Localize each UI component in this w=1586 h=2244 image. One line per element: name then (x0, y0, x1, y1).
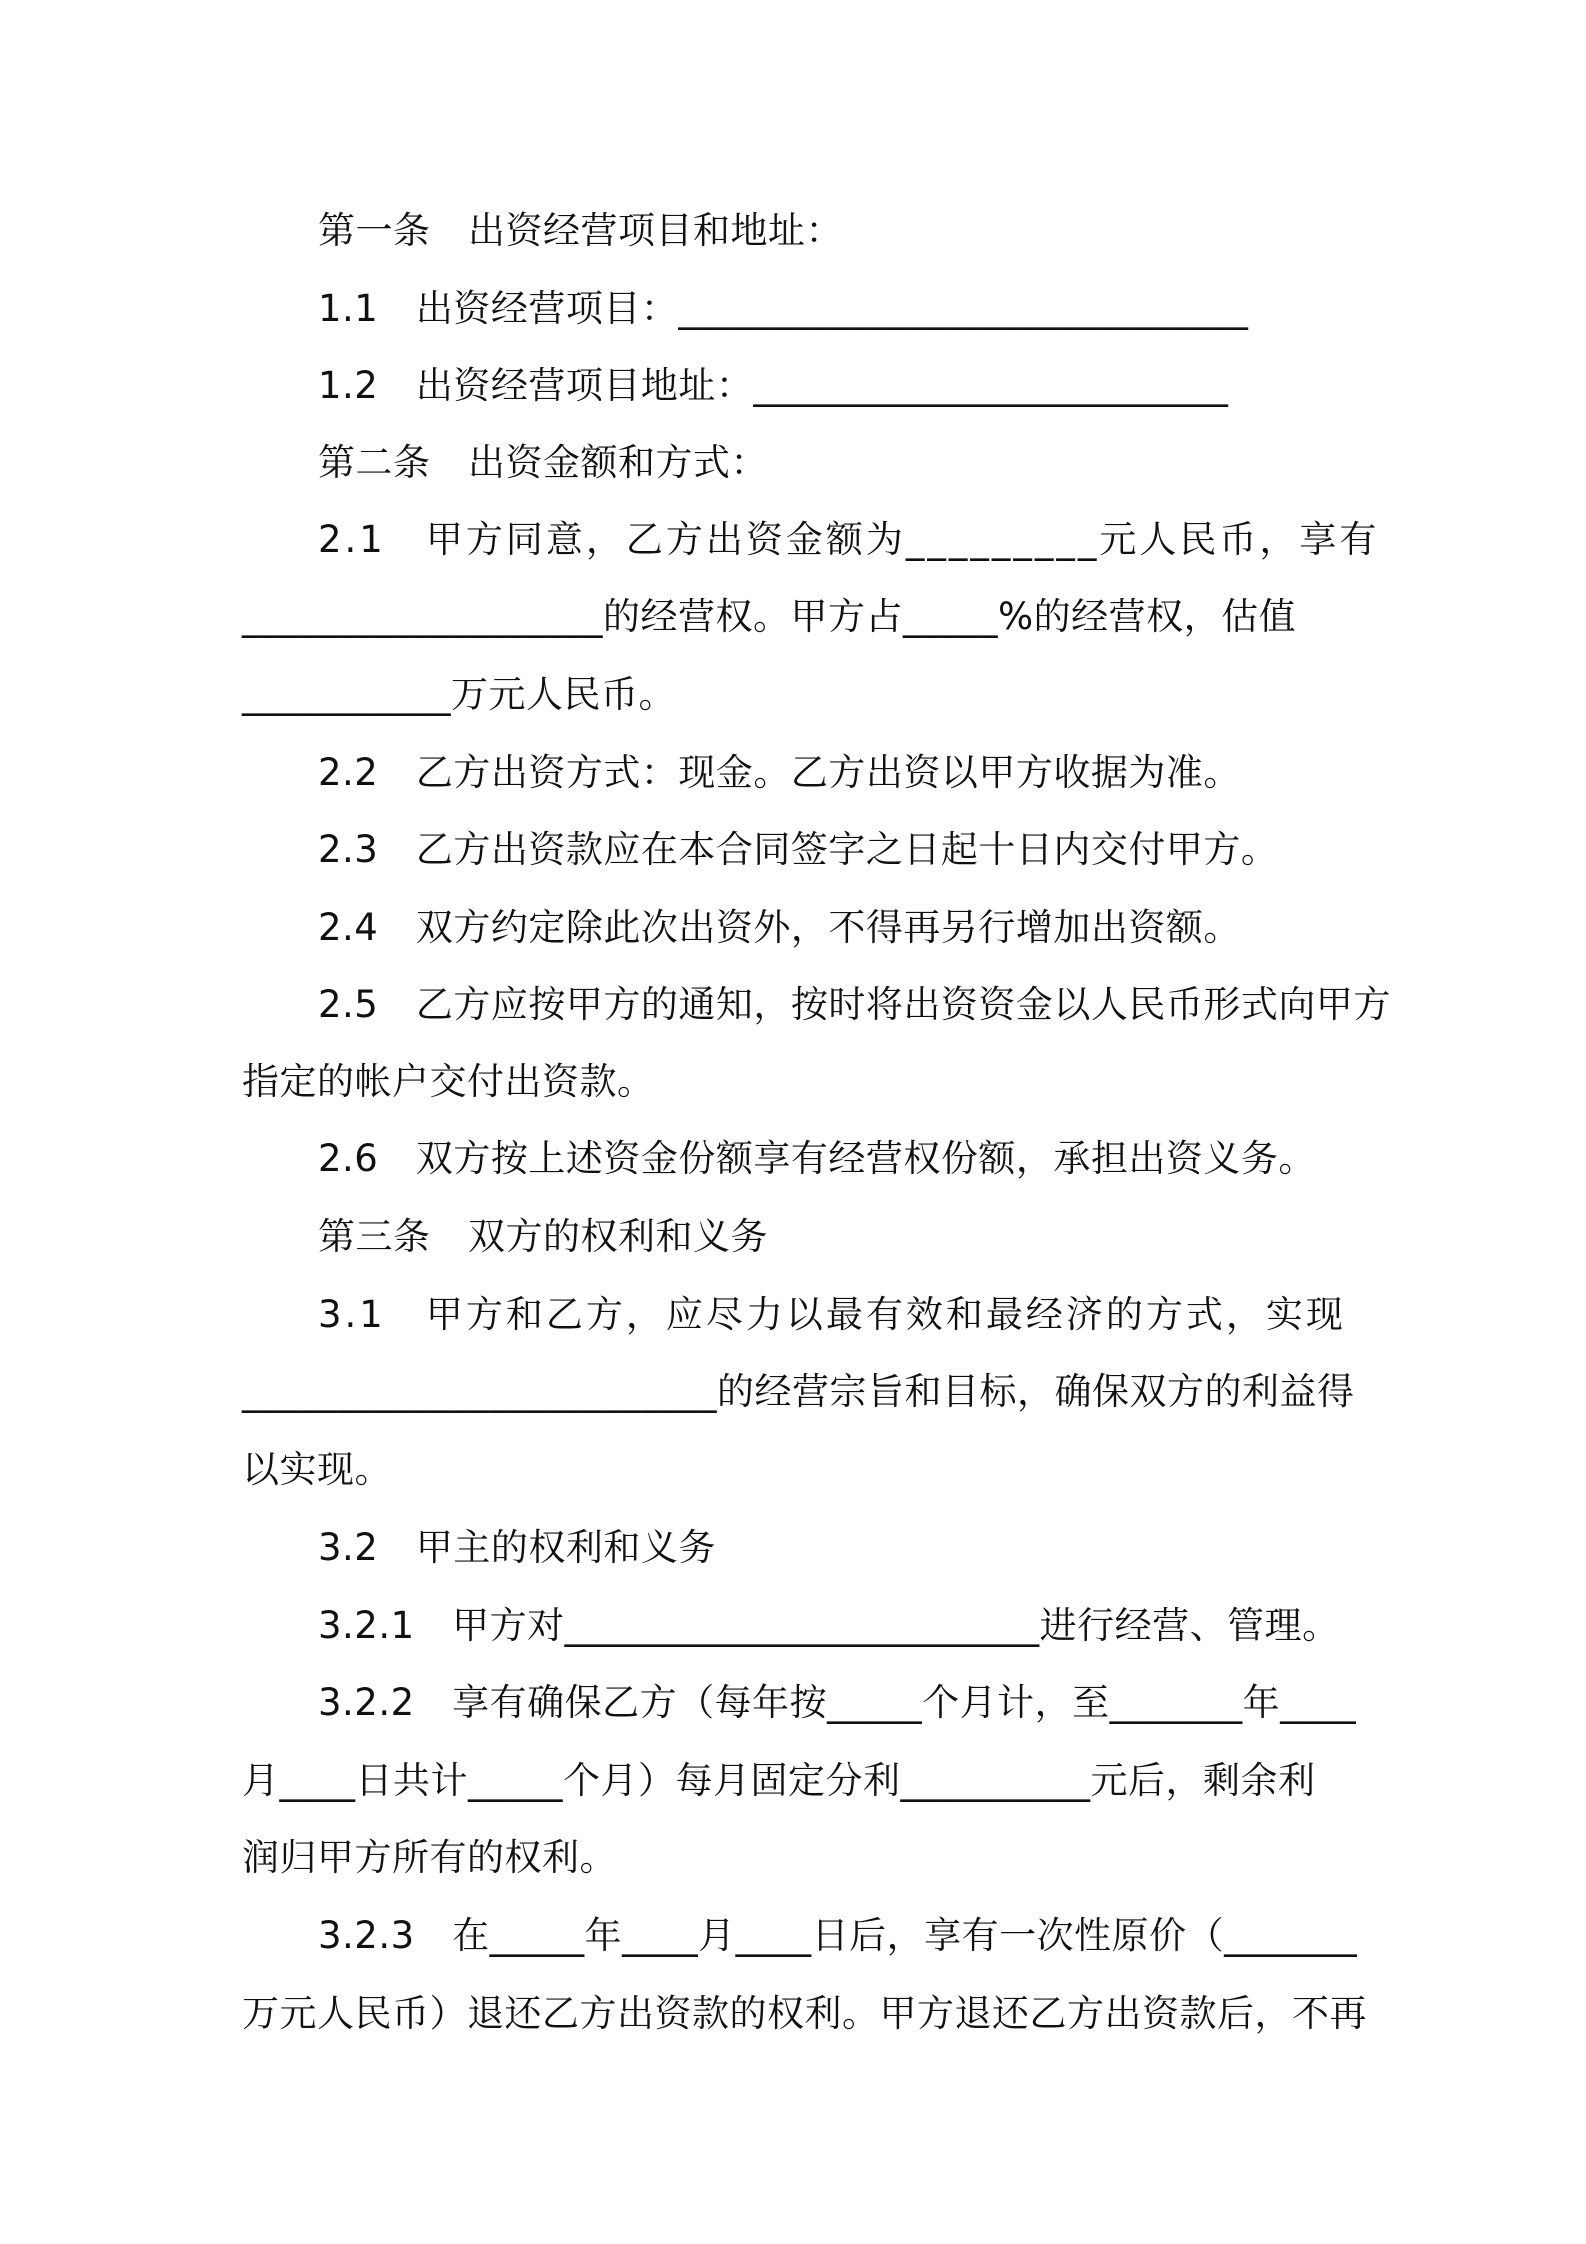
clause-3-2-1: 3.2.1 甲方对_________________________进行经营、管理。 (318, 1604, 1340, 1647)
clause-2-5-line-2: 指定的帐户交付出资款。 (242, 1060, 655, 1103)
clause-3-1-line-1: 3.1 甲方和乙方，应尽力以最有效和最经济的方式，实现 (318, 1293, 1346, 1336)
clause-2-1-line-2: ___________________的经营权。甲方占_____%的经营权，估值 (242, 595, 1297, 638)
article-1-heading: 第一条 出资经营项目和地址： (318, 209, 843, 252)
clause-1-2: 1.2 出资经营项目地址：_________________________ (318, 364, 1229, 407)
clause-3-2-2-line-3: 润归甲方所有的权利。 (242, 1836, 617, 1879)
clause-2-3: 2.3 乙方出资款应在本合同签字之日起十日内交付甲方。 (318, 828, 1279, 871)
clause-2-6: 2.6 双方按上述资金份额享有经营权份额，承担出资义务。 (318, 1137, 1316, 1180)
clause-3-1-line-3: 以实现。 (242, 1448, 392, 1491)
clause-2-1-line-1: 2.1 甲方同意，乙方出资金额为_________元人民币，享有 (318, 518, 1380, 561)
clause-2-4: 2.4 双方约定除此次出资外，不得再另行增加出资额。 (318, 906, 1241, 949)
clause-3-2-3-line-2: 万元人民币）退还乙方出资款的权利。甲方退还乙方出资款后，不再 (242, 1992, 1367, 2035)
clause-3-2-2-line-1: 3.2.2 享有确保乙方（每年按_____个月计，至_______年____ (318, 1681, 1357, 1724)
article-2-heading: 第二条 出资金额和方式： (318, 441, 768, 484)
clause-2-2: 2.2 乙方出资方式：现金。乙方出资以甲方收据为准。 (318, 751, 1241, 794)
clause-3-1-line-2: _________________________的经营宗旨和目标，确保双方的利益得 (242, 1370, 1355, 1413)
clause-3-2-3-line-1: 3.2.3 在_____年____月____日后，享有一次性原价（_______ (318, 1914, 1358, 1957)
clause-2-5-line-1: 2.5 乙方应按甲方的通知，按时将出资资金以人民币形式向甲方 (318, 983, 1391, 1026)
clause-3-2-heading: 3.2 甲主的权利和义务 (318, 1526, 716, 1569)
article-3-heading: 第三条 双方的权利和义务 (318, 1215, 768, 1258)
clause-3-2-2-line-2: 月____日共计_____个月）每月固定分利__________元后，剩余利 (242, 1759, 1316, 1802)
clause-1-1: 1.1 出资经营项目：______________________________ (318, 287, 1249, 330)
clause-2-1-line-3: ___________万元人民币。 (242, 673, 676, 716)
